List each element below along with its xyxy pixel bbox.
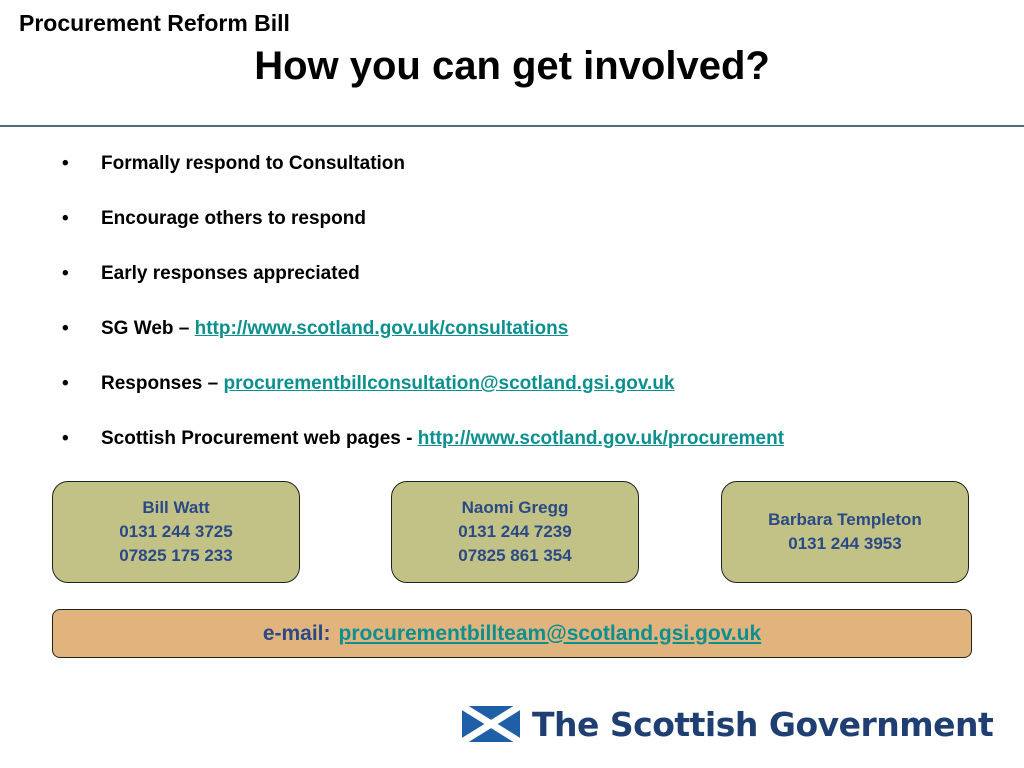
contact-card-barbara-templeton [721,481,969,583]
bullet-marker: • [62,428,69,449]
contact-card-bill-watt [52,481,300,583]
scottish-government-logo [462,702,993,746]
team-email-link[interactable]: procurementbillteam@scotland.gsi.gov.uk [338,621,762,645]
title-divider [0,125,1024,127]
bullet-label: Responses – [101,373,224,394]
bullet-label: Formally respond to Consultation [101,153,406,174]
contact-phone: 0131 244 3953 [788,534,902,553]
bullet-text [101,370,675,398]
bullet-text [101,205,366,233]
bullet-text [101,425,784,453]
contact-phone: 0131 244 3725 [119,522,233,541]
contact-mobile: 07825 175 233 [119,546,233,565]
contact-mobile: 07825 861 354 [458,546,572,565]
bullet-marker: • [62,373,69,394]
bullet-text [101,150,405,178]
contact-phone: 0131 244 7239 [458,522,572,541]
team-email-banner [52,609,972,658]
bullet-label: SG Web – [101,318,195,339]
bullet-label: Encourage others to respond [101,208,366,229]
contact-name: Bill Watt [142,498,210,517]
bill-name: Procurement Reform Bill [19,10,290,36]
bullet-text [101,315,568,343]
logo-wordmark: The Scottish Government [532,704,994,744]
consultations-link[interactable]: http://www.scotland.gov.uk/consultations [194,318,569,339]
procurement-link[interactable]: http://www.scotland.gov.uk/procurement [417,428,785,449]
saltire-flag-icon [462,706,520,742]
bullet-marker: • [62,208,69,229]
consultation-email-link[interactable]: procurementbillconsultation@scotland.gsi.gov.uk [223,373,675,394]
bullet-marker: • [62,318,69,339]
contact-name: Naomi Gregg [461,498,569,517]
bullet-label: Early responses appreciated [101,263,360,284]
email-label: e-mail: [262,621,331,645]
bullet-marker: • [62,263,69,284]
slide-title: How you can get involved? [254,44,770,88]
bullet-text [101,260,360,288]
bullet-marker: • [62,153,69,174]
contact-name: Barbara Templeton [768,510,922,529]
bullet-label: Scottish Procurement web pages - [101,428,418,449]
contact-card-naomi-gregg [391,481,639,583]
